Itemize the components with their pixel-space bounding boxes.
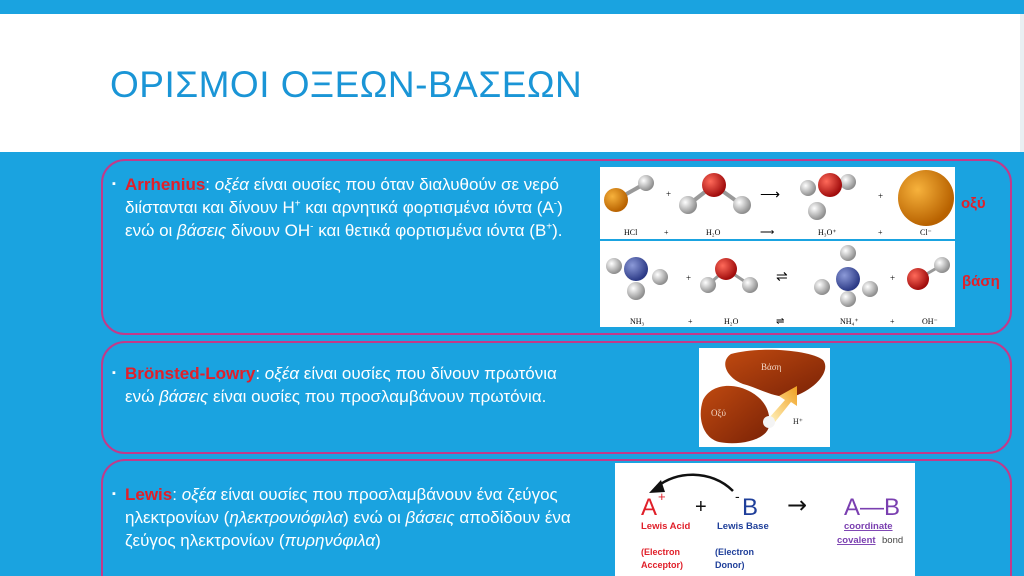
- svg-text:bond: bond: [882, 535, 904, 546]
- hydronium-molecule: [800, 173, 856, 220]
- svg-text:+: +: [686, 273, 692, 283]
- acid-word: οξέα: [214, 175, 249, 194]
- base-reaction-illustration: [600, 241, 955, 327]
- proton-sphere: [763, 416, 775, 428]
- title-edge: [1020, 14, 1024, 152]
- eq-water-2: H₂O: [724, 317, 739, 326]
- arrhenius-definition: ▪ Arrhenius: οξέα είναι ουσίες που όταν διαλυθούν σε νερό διίστανται και δίνουν H+ και αρνητικά φορτισμένα ιόντα (A-) ενώ οι βάσεις δίνουν OH- και θετικά φορτισμένα ιόντα (B+).: [112, 175, 563, 240]
- base-word: βάσεις: [159, 387, 209, 406]
- base-word: βάσεις: [405, 508, 455, 527]
- bullet-icon: ▪: [112, 367, 116, 379]
- svg-text:+: +: [688, 317, 693, 326]
- svg-text:⇌: ⇌: [776, 270, 788, 285]
- svg-text:covalent: covalent: [837, 535, 876, 546]
- svg-text:+: +: [878, 228, 883, 237]
- bronsted-term: Brönsted-Lowry: [125, 364, 256, 383]
- eq-hcl: HCl: [624, 228, 638, 237]
- lewis-base-symbol: B: [742, 494, 759, 521]
- proton-label: H⁺: [793, 417, 803, 426]
- arrhenius-acid-image: [600, 167, 955, 239]
- svg-text:(Electron: (Electron: [641, 547, 681, 557]
- electron-pair-arrow: [657, 475, 733, 491]
- svg-text:(Electron: (Electron: [715, 547, 755, 557]
- ammonia-molecule: [606, 257, 668, 300]
- svg-text:+: +: [664, 228, 669, 237]
- svg-text:+: +: [658, 489, 666, 504]
- svg-text:Lewis Base: Lewis Base: [717, 521, 769, 532]
- svg-text:-: -: [735, 488, 740, 504]
- bronsted-image: [699, 348, 830, 447]
- bullet-icon: ▪: [112, 178, 116, 190]
- arrhenius-base-image: [600, 241, 955, 327]
- eq-ammonium: NH₄⁺: [840, 317, 859, 326]
- nucleophile-word: πυρηνόφιλα: [284, 531, 376, 550]
- top-band: [0, 0, 1024, 14]
- bronsted-definition: ▪ Brönsted-Lowry: οξέα είναι ουσίες που δίνουν πρωτόνια ενώ βάσεις είναι ουσίες που προσλαμβάνουν πρωτόνια.: [112, 364, 557, 406]
- svg-text:⟶: ⟶: [760, 188, 781, 203]
- acid-word: οξέα: [181, 485, 216, 504]
- svg-text:+: +: [695, 496, 707, 518]
- arrhenius-term: Arrhenius: [125, 175, 206, 194]
- lewis-product: A—B: [844, 494, 901, 521]
- hydroxide-molecule: [907, 257, 950, 290]
- acid-label: οξύ: [961, 195, 986, 212]
- eq-water: H₂O: [706, 228, 721, 237]
- eq-hydronium: H₃O⁺: [818, 228, 837, 237]
- svg-text:coordinate: coordinate: [844, 521, 893, 532]
- slide-title: ΟΡΙΣΜΟΙ ΟΞΕΩΝ-ΒΑΣΕΩΝ: [110, 64, 583, 105]
- water-molecule-2: [700, 258, 758, 293]
- bullet-icon: ▪: [112, 488, 116, 500]
- base-word: βάσεις: [177, 221, 227, 240]
- ammonium-molecule: [814, 245, 878, 307]
- acid-word: οξέα: [264, 364, 300, 383]
- proton-transfer-illustration: [699, 348, 830, 447]
- hcl-molecule: [604, 175, 654, 212]
- lewis-scheme-illustration: [615, 463, 915, 576]
- svg-text:⟶: ⟶: [760, 227, 775, 238]
- lewis-acid-symbol: A: [641, 494, 658, 521]
- lewis-term: Lewis: [125, 485, 173, 504]
- bronsted-base-label: Βάση: [761, 362, 782, 372]
- eq-chloride: Cl⁻: [920, 228, 932, 237]
- svg-text:Lewis Acid: Lewis Acid: [641, 521, 691, 532]
- eq-ammonia: NH₃: [630, 317, 645, 326]
- chloride-ion: [898, 170, 954, 226]
- svg-text:+: +: [878, 191, 884, 201]
- lewis-image: [615, 463, 915, 576]
- svg-text:+: +: [666, 189, 672, 199]
- lewis-definition: ▪ Lewis: οξέα είναι ουσίες που προσλαμβάνουν ένα ζεύγος ηλεκτρονίων (ηλεκτρονιόφιλα) ενώ οι βάσεις αποδίδουν ένα ζεύγος ηλεκτρονίων (πυρηνόφιλα): [112, 485, 571, 550]
- base-label: βάση: [962, 273, 1000, 290]
- svg-text:Donor): Donor): [715, 560, 745, 570]
- reaction-arrow: →: [787, 491, 808, 519]
- bronsted-acid-label: Οξύ: [711, 408, 726, 418]
- svg-text:Acceptor): Acceptor): [641, 560, 684, 570]
- svg-text:⇌: ⇌: [776, 316, 785, 327]
- eq-hydroxide: OH⁻: [922, 317, 938, 326]
- electrophile-word: ηλεκτρονιόφιλα: [229, 508, 344, 527]
- water-molecule: [679, 173, 751, 214]
- svg-text:+: +: [890, 317, 895, 326]
- svg-text:+: +: [890, 273, 896, 283]
- acid-reaction-illustration: [600, 167, 955, 239]
